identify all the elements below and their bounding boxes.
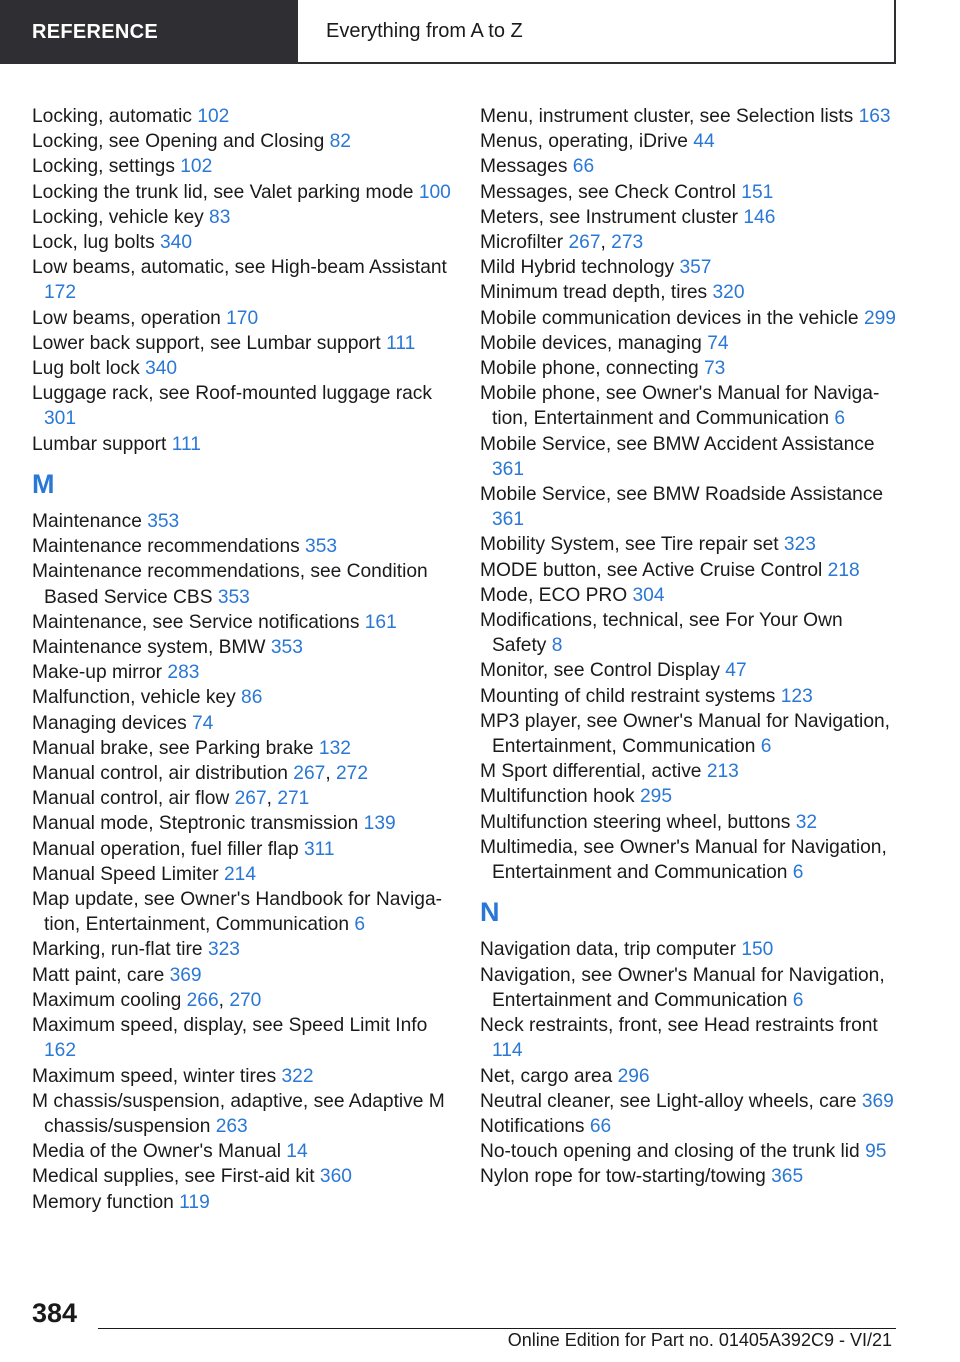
index-entry-text: Locking, see Opening and Closing [32, 131, 330, 153]
page-reference-link[interactable]: 86 [241, 687, 263, 709]
index-entry-text: Maintenance system, BMW [32, 637, 271, 659]
page-reference-link[interactable]: 119 [179, 1191, 210, 1213]
page-reference-link[interactable]: 263 [215, 1115, 248, 1137]
page-reference-link[interactable]: 353 [270, 637, 303, 659]
page-reference-link[interactable]: 340 [145, 358, 178, 380]
index-column-right [480, 104, 900, 1190]
page-reference-link[interactable]: 267 [293, 763, 326, 785]
index-entry-text: M chassis/suspension, adaptive, see Adaptive M chassis/suspension [32, 1090, 445, 1137]
index-entry [32, 811, 452, 836]
index-entry [32, 635, 452, 660]
page-reference-link[interactable]: 170 [226, 307, 259, 329]
page-reference-link[interactable]: 299 [863, 307, 896, 329]
page-reference-link[interactable]: 353 [305, 536, 338, 558]
index-entry [32, 1164, 452, 1189]
page-reference-link[interactable]: 111 [386, 332, 416, 354]
index-entry-text: Multifunction hook [480, 786, 640, 808]
index-entry-text: Map update, see Owner's Handbook for Navigation, Entertainment, Communication [32, 889, 443, 936]
index-entry-text: Mobile Service, see BMW Accident Assistance [480, 433, 875, 455]
index-entry [480, 1114, 900, 1139]
index-entry [32, 963, 452, 988]
index-entry [480, 835, 900, 885]
index-entry-text: Make-up mirror [32, 662, 168, 684]
index-entry [32, 837, 452, 862]
index-entry-text: Navigation data, trip computer [480, 939, 742, 961]
index-entry [32, 685, 452, 710]
page-reference-link[interactable]: 151 [741, 181, 774, 203]
index-entry [32, 381, 452, 431]
page-title [310, 0, 896, 64]
index-entry [480, 381, 900, 431]
index-entry [480, 1013, 900, 1063]
index-column-left [32, 104, 452, 1215]
index-entry-text: Low beams, automatic, see High-beam Assistant [32, 257, 447, 279]
index-entry [480, 1139, 900, 1164]
index-entry [480, 356, 900, 381]
page-reference-link[interactable]: 32 [795, 811, 818, 833]
index-entry [480, 963, 900, 1013]
page-reference-link[interactable]: 102 [180, 156, 213, 178]
index-entry [32, 1089, 452, 1139]
index-entry [480, 684, 900, 709]
index-entry [32, 559, 452, 609]
page-reference-link[interactable]: 100 [418, 181, 451, 203]
page-reference-link[interactable]: 114 [492, 1040, 523, 1062]
page-reference-link[interactable]: 214 [223, 863, 256, 885]
index-entry-text: Meters, see Instrument cluster [480, 206, 744, 228]
page-number: 384 [32, 1298, 78, 1328]
index-entry-text: Notifications [480, 1115, 590, 1137]
section-tab [0, 0, 298, 64]
index-entry [32, 104, 452, 129]
page-reference-link[interactable]: 146 [743, 206, 776, 228]
page-reference-link[interactable]: 150 [741, 939, 774, 961]
page-reference-link[interactable]: 369 [861, 1090, 894, 1112]
index-entry [480, 180, 900, 205]
index-entry [32, 937, 452, 962]
index-entry-text: Manual brake, see Parking brake [32, 737, 319, 759]
page-reference-link[interactable]: 295 [639, 786, 672, 808]
index-entry [480, 129, 900, 154]
page-reference-link[interactable]: 83 [209, 206, 231, 228]
page-reference-link[interactable]: 322 [281, 1065, 314, 1087]
index-entry-text: Maintenance recommendations [32, 536, 306, 558]
index-entry-text: Lock, lug bolts [32, 232, 160, 254]
page-reference-link[interactable]: 267 [568, 232, 601, 254]
page-reference-link[interactable]: 266 [186, 989, 219, 1011]
index-entry-text: Mobility System, see Tire repair set [480, 534, 784, 556]
page-reference-link[interactable]: 163 [858, 106, 891, 127]
page-reference-link[interactable]: 6 [792, 989, 804, 1011]
index-entry-text: Maintenance [32, 511, 148, 533]
index-entry [32, 129, 452, 154]
index-entry [32, 255, 452, 305]
page-reference-link[interactable]: 304 [632, 584, 665, 606]
index-entry [32, 711, 452, 736]
page-reference-link[interactable]: 361 [492, 458, 525, 480]
index-entry-text: Navigation, see Owner's Manual for Navigation, Entertainment and Communication [480, 964, 885, 1011]
page-reference-link[interactable]: 123 [780, 685, 813, 707]
page-title-text: Everything from A to Z [326, 19, 523, 42]
index-entry-text: Matt paint, care [32, 964, 170, 986]
page-reference-link[interactable]: 44 [693, 131, 715, 153]
index-entry [480, 104, 900, 129]
index-entry-text: Manual operation, fuel filler flap [32, 838, 304, 860]
page-reference-link[interactable]: 272 [335, 763, 368, 785]
index-entry [480, 608, 900, 658]
index-entry [480, 937, 900, 962]
index-entry-text: Menus, operating, iDrive [480, 131, 694, 153]
page-reference-link[interactable]: 323 [783, 534, 816, 556]
index-entry-text: Messages [480, 156, 573, 178]
index-entry-text: Mobile Service, see BMW Roadside Assistance [480, 484, 884, 506]
index-entry [32, 180, 452, 205]
page-reference-link[interactable]: 172 [44, 282, 77, 304]
index-entry-text: Menu, instrument cluster, see Selection lists [480, 106, 859, 127]
index-entry: Manual control, air flow 267, 271 [32, 788, 310, 810]
index-entry-text: Low beams, operation [32, 307, 227, 329]
index-entry-text: Media of the Owner's Manual [32, 1141, 287, 1163]
index-entry-text: Mobile devices, managing [480, 332, 708, 354]
index-entry [32, 205, 452, 230]
index-entry [32, 534, 452, 559]
index-entry-text: Maintenance recommendations, see Condition Based Service CBS [32, 561, 428, 608]
page-reference-link[interactable]: 353 [147, 511, 180, 533]
index-entry-text: No-touch opening and closing of the trunk lid [480, 1141, 866, 1163]
index-entry [480, 306, 900, 331]
page-reference-link[interactable]: 6 [792, 862, 804, 884]
index-entry: Maximum cooling 266, 270 [32, 989, 262, 1011]
page-reference-link[interactable]: 132 [318, 737, 351, 759]
index-entry: Microfilter 267, 273 [480, 232, 644, 254]
index-entry [480, 759, 900, 784]
index-entry-text: Minimum tread depth, tires [480, 282, 713, 304]
page-reference-link[interactable]: 95 [865, 1141, 887, 1163]
page-reference-link[interactable]: 360 [319, 1166, 352, 1188]
page-reference-link[interactable]: 271 [277, 788, 310, 810]
index-entry-text: Luggage rack, see Roof-mounted luggage rack [32, 383, 432, 405]
page-reference-link[interactable]: 111 [171, 433, 201, 455]
page-reference-link[interactable]: 47 [725, 660, 747, 682]
page-reference-link[interactable]: 369 [169, 964, 202, 986]
index-entry [480, 255, 900, 280]
page-reference-link[interactable]: 66 [589, 1115, 612, 1137]
page-reference-link[interactable]: 270 [229, 989, 262, 1011]
index-entry-text: Maximum speed, display, see Speed Limit Info [32, 1015, 428, 1037]
index-entry [32, 736, 452, 761]
index-entry [480, 810, 900, 835]
index-entry-text: Lug bolt lock [32, 358, 146, 380]
index-entry [32, 230, 452, 255]
index-entry-text: Malfunction, vehicle key [32, 687, 242, 709]
index-letter-heading: M [32, 468, 55, 499]
index-entry-text: Manual control, air flow [32, 788, 235, 810]
page-reference-link[interactable]: 6 [760, 736, 772, 758]
page-reference-link[interactable]: 340 [160, 232, 193, 254]
index-entry [32, 660, 452, 685]
index-entry [480, 558, 900, 583]
index-entry [32, 1139, 452, 1164]
index-entry-text: Lower back support, see Lumbar support [32, 332, 387, 354]
index-entry-text: Net, cargo area [480, 1065, 618, 1087]
page-reference-link[interactable]: 6 [834, 408, 846, 430]
footer-rule [98, 1328, 896, 1329]
page-reference-link[interactable]: 301 [44, 408, 77, 430]
index-entry [480, 583, 900, 608]
index-entry-text: Mode, ECO PRO [480, 584, 633, 606]
index-entry-text: Maximum cooling [32, 989, 187, 1011]
page-reference-link[interactable]: 161 [364, 611, 397, 633]
page-reference-link[interactable]: 66 [572, 156, 595, 178]
index-entry-text: Modifications, technical, see For Your Own Safety [480, 610, 843, 657]
page-reference-link[interactable]: 139 [363, 813, 396, 835]
index-entry [32, 154, 452, 179]
page-reference-link[interactable]: 365 [771, 1166, 804, 1188]
index-entry [480, 280, 900, 305]
page-reference-link[interactable]: 273 [611, 232, 644, 254]
page-reference-link[interactable]: 102 [197, 106, 230, 127]
index-entry [32, 862, 452, 887]
index-entry [32, 356, 452, 381]
page-reference-link[interactable]: 82 [329, 131, 351, 153]
index-entry-text: Messages, see Check Control [480, 181, 742, 203]
index-letter-heading: N [480, 897, 500, 928]
page-reference-link[interactable]: 74 [707, 332, 729, 354]
index-entry: Manual control, air distribution 267, 272 [32, 763, 368, 785]
page-reference-link[interactable]: 311 [303, 838, 335, 860]
page-reference-link[interactable]: 320 [712, 282, 745, 304]
index-entry-text: MODE button, see Active Cruise Control [480, 559, 828, 581]
index-entry-text: Multimedia, see Owner's Manual for Navigation, Entertainment and Communication [480, 836, 887, 884]
index-entry-text: Maximum speed, winter tires [32, 1065, 282, 1087]
index-entry [480, 482, 900, 532]
page-reference-link[interactable]: 6 [354, 914, 366, 936]
index-entry [480, 331, 900, 356]
index-entry-text: Managing devices [32, 712, 192, 734]
index-entry [32, 610, 452, 635]
index-entry-text: Mobile phone, connecting [480, 358, 705, 380]
index-entry-text: Nylon rope for tow-starting/towing [480, 1166, 772, 1188]
index-entry [32, 887, 452, 937]
index-entry [480, 658, 900, 683]
index-entry-text: Locking, settings [32, 156, 181, 178]
index-entry [32, 306, 452, 331]
page-reference-link[interactable]: 14 [286, 1141, 308, 1163]
index-entry-text: Manual Speed Limiter [32, 863, 224, 885]
index-entry-text: Medical supplies, see First-aid kit [32, 1166, 320, 1188]
header-connector [298, 0, 310, 64]
page-reference-link[interactable]: 267 [234, 788, 267, 810]
page-reference-link[interactable]: 296 [617, 1065, 650, 1087]
section-label: REFERENCE [32, 20, 159, 43]
index-entry-text: Neck restraints, front, see Head restraints front [480, 1015, 878, 1037]
index-entry-text: Mobile phone, see Owner's Manual for Navigation, Entertainment and Communication [480, 383, 880, 430]
index-entry [480, 1064, 900, 1089]
index-entry-text: Multifunction steering wheel, buttons [480, 811, 796, 833]
index-entry-text: Monitor, see Control Display [480, 660, 726, 682]
index-entry-text: Locking, vehicle key [32, 206, 210, 228]
index-entry [32, 1190, 452, 1215]
page-reference-link[interactable]: 357 [679, 257, 712, 279]
index-entry [480, 154, 900, 179]
page-reference-link[interactable]: 353 [217, 586, 250, 608]
index-entry-text: Mounting of child restraint systems [480, 685, 781, 707]
page-reference-link[interactable]: 73 [704, 358, 726, 380]
index-entry-text: Memory function [32, 1191, 180, 1213]
index-entry-text: Maintenance, see Service notifications [32, 611, 365, 633]
index-entry-text: M Sport differential, active [480, 761, 707, 783]
index-entry-text: Locking, automatic [32, 106, 198, 127]
index-entry [480, 432, 900, 482]
index-entry [480, 709, 900, 759]
page-reference-link[interactable]: 162 [44, 1040, 77, 1062]
index-entry [32, 432, 452, 457]
index-entry [480, 532, 900, 557]
edition-note: Online Edition for Part no. 01405A392C9 - VI/21 [507, 1330, 892, 1350]
index-entry-text: Mild Hybrid technology [480, 257, 680, 279]
index-entry-text: Microfilter [480, 232, 569, 254]
page-reference-link[interactable]: 213 [706, 761, 739, 783]
index-entry-text: Neutral cleaner, see Light-alloy wheels, care [480, 1090, 862, 1112]
index-entry-text: Marking, run-flat tire [32, 939, 208, 961]
index-entry [32, 1013, 452, 1063]
index-entry-text: Manual mode, Steptronic transmission [32, 813, 364, 835]
index-entry [480, 205, 900, 230]
index-entry [480, 1164, 900, 1189]
index-entry [480, 784, 900, 809]
index-entry-text: Mobile communication devices in the vehicle [480, 307, 864, 329]
index-entry-text: Manual control, air distribution [32, 763, 294, 785]
index-entry-text: Locking the trunk lid, see Valet parking mode [32, 181, 419, 203]
page-reference-link[interactable]: 323 [207, 939, 240, 961]
index-entry-text: Lumbar support [32, 433, 172, 455]
page-reference-link[interactable]: 8 [551, 635, 563, 657]
page-reference-link[interactable]: 361 [492, 509, 525, 531]
page-reference-link[interactable]: 74 [192, 712, 214, 734]
index-entry-text: MP3 player, see Owner's Manual for Navigation, Entertainment, Communication [480, 710, 890, 758]
page-reference-link[interactable]: 283 [167, 662, 200, 684]
page-reference-link[interactable]: 218 [827, 559, 860, 581]
index-entry [480, 1089, 900, 1114]
index-entry [32, 331, 452, 356]
index-entry [32, 1064, 452, 1089]
index-entry [32, 509, 452, 534]
